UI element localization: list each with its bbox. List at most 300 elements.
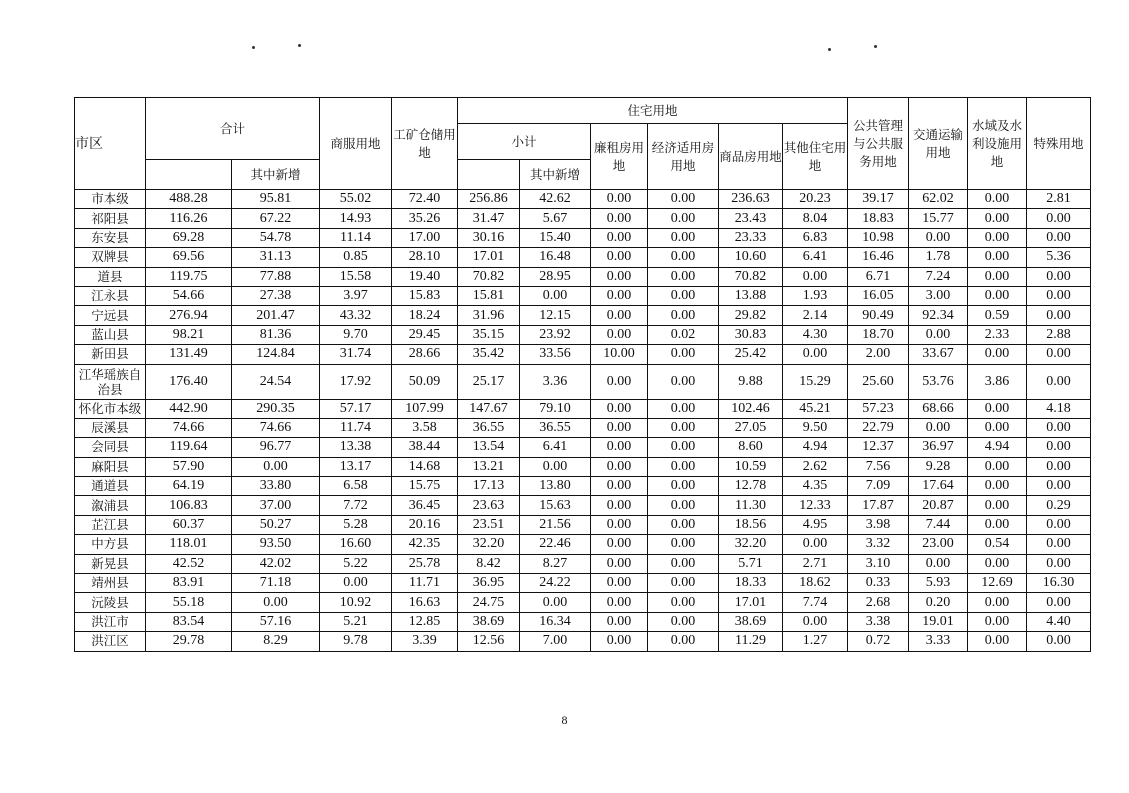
value-cell: 4.94 — [783, 438, 848, 457]
value-cell: 290.35 — [232, 399, 320, 418]
value-cell: 116.26 — [146, 209, 232, 228]
district-name-cell: 新田县 — [75, 345, 146, 364]
district-name-cell: 洪江市 — [75, 612, 146, 631]
value-cell: 83.91 — [146, 574, 232, 593]
value-cell: 95.81 — [232, 190, 320, 209]
value-cell: 0.00 — [591, 325, 648, 344]
value-cell: 98.21 — [146, 325, 232, 344]
value-cell: 0.00 — [968, 228, 1027, 247]
value-cell: 0.00 — [783, 612, 848, 631]
value-cell: 81.36 — [232, 325, 320, 344]
value-cell: 4.30 — [783, 325, 848, 344]
district-name-cell: 中方县 — [75, 535, 146, 554]
value-cell: 83.54 — [146, 612, 232, 631]
value-cell: 0.00 — [1027, 228, 1091, 247]
value-cell: 10.60 — [719, 248, 783, 267]
value-cell: 0.00 — [591, 399, 648, 418]
value-cell: 442.90 — [146, 399, 232, 418]
value-cell: 10.00 — [591, 345, 648, 364]
value-cell: 0.29 — [1027, 496, 1091, 515]
value-cell: 0.00 — [648, 267, 719, 286]
value-cell: 0.54 — [968, 535, 1027, 554]
value-cell: 2.62 — [783, 457, 848, 476]
value-cell: 45.21 — [783, 399, 848, 418]
district-name-cell: 沅陵县 — [75, 593, 146, 612]
table-row — [75, 535, 1091, 554]
value-cell: 3.32 — [848, 535, 909, 554]
value-cell: 5.71 — [719, 554, 783, 573]
value-cell: 25.17 — [458, 364, 520, 399]
header-total: 合计 — [146, 98, 320, 160]
value-cell: 33.67 — [909, 345, 968, 364]
value-cell: 43.32 — [320, 306, 392, 325]
value-cell: 0.00 — [968, 632, 1027, 651]
value-cell: 9.88 — [719, 364, 783, 399]
value-cell: 71.18 — [232, 574, 320, 593]
header-special: 特殊用地 — [1027, 98, 1091, 190]
header-commodity: 商品房用地 — [719, 124, 783, 190]
value-cell: 17.00 — [392, 228, 458, 247]
header-total-new: 其中新增 — [232, 160, 320, 190]
value-cell: 13.80 — [520, 477, 591, 496]
district-name-cell: 洪江区 — [75, 632, 146, 651]
value-cell: 4.40 — [1027, 612, 1091, 631]
table-row — [75, 345, 1091, 364]
value-cell: 0.00 — [520, 286, 591, 305]
value-cell: 36.55 — [520, 418, 591, 437]
value-cell: 36.95 — [458, 574, 520, 593]
value-cell: 54.66 — [146, 286, 232, 305]
value-cell: 0.00 — [968, 209, 1027, 228]
value-cell: 10.92 — [320, 593, 392, 612]
value-cell: 0.00 — [591, 477, 648, 496]
value-cell: 29.45 — [392, 325, 458, 344]
value-cell: 0.00 — [909, 325, 968, 344]
district-name-cell: 辰溪县 — [75, 418, 146, 437]
value-cell: 16.30 — [1027, 574, 1091, 593]
value-cell: 15.40 — [520, 228, 591, 247]
value-cell: 2.00 — [848, 345, 909, 364]
value-cell: 0.00 — [968, 496, 1027, 515]
value-cell: 488.28 — [146, 190, 232, 209]
value-cell: 0.00 — [648, 574, 719, 593]
header-subtotal: 小计 — [458, 124, 591, 160]
value-cell: 0.00 — [968, 286, 1027, 305]
value-cell: 8.60 — [719, 438, 783, 457]
value-cell: 8.04 — [783, 209, 848, 228]
table-row — [75, 438, 1091, 457]
value-cell: 29.78 — [146, 632, 232, 651]
header-residential: 住宅用地 — [458, 98, 848, 124]
value-cell: 15.29 — [783, 364, 848, 399]
value-cell: 0.00 — [591, 286, 648, 305]
value-cell: 31.96 — [458, 306, 520, 325]
scan-speck — [828, 48, 831, 51]
value-cell: 17.01 — [458, 248, 520, 267]
district-name-cell: 新晃县 — [75, 554, 146, 573]
value-cell: 0.00 — [1027, 418, 1091, 437]
table-row — [75, 477, 1091, 496]
header-district: 市区 — [75, 98, 146, 190]
value-cell: 0.00 — [591, 306, 648, 325]
value-cell: 5.36 — [1027, 248, 1091, 267]
value-cell: 20.23 — [783, 190, 848, 209]
value-cell: 0.85 — [320, 248, 392, 267]
value-cell: 9.28 — [909, 457, 968, 476]
value-cell: 4.35 — [783, 477, 848, 496]
value-cell: 11.30 — [719, 496, 783, 515]
value-cell: 70.82 — [458, 267, 520, 286]
value-cell: 25.60 — [848, 364, 909, 399]
value-cell: 30.83 — [719, 325, 783, 344]
district-name-cell: 靖州县 — [75, 574, 146, 593]
value-cell: 0.00 — [591, 535, 648, 554]
value-cell: 10.98 — [848, 228, 909, 247]
value-cell: 27.05 — [719, 418, 783, 437]
value-cell: 236.63 — [719, 190, 783, 209]
value-cell: 21.56 — [520, 515, 591, 534]
value-cell: 14.68 — [392, 457, 458, 476]
value-cell: 16.63 — [392, 593, 458, 612]
value-cell: 15.63 — [520, 496, 591, 515]
value-cell: 55.18 — [146, 593, 232, 612]
header-affordable: 经济适用房用地 — [648, 124, 719, 190]
value-cell: 15.77 — [909, 209, 968, 228]
value-cell: 42.35 — [392, 535, 458, 554]
value-cell: 17.01 — [719, 593, 783, 612]
value-cell: 0.00 — [648, 286, 719, 305]
value-cell: 12.56 — [458, 632, 520, 651]
value-cell: 7.09 — [848, 477, 909, 496]
value-cell: 0.00 — [232, 457, 320, 476]
header-commercial: 商服用地 — [320, 98, 392, 190]
value-cell: 57.17 — [320, 399, 392, 418]
district-name-cell: 宁远县 — [75, 306, 146, 325]
value-cell: 0.00 — [591, 593, 648, 612]
value-cell: 24.22 — [520, 574, 591, 593]
value-cell: 2.14 — [783, 306, 848, 325]
value-cell: 18.24 — [392, 306, 458, 325]
value-cell: 67.22 — [232, 209, 320, 228]
value-cell: 0.00 — [968, 515, 1027, 534]
header-public: 公共管理与公共服务用地 — [848, 98, 909, 190]
value-cell: 0.00 — [968, 554, 1027, 573]
value-cell: 0.33 — [848, 574, 909, 593]
value-cell: 0.00 — [909, 554, 968, 573]
header-subtotal-new: 其中新增 — [520, 160, 591, 190]
value-cell: 276.94 — [146, 306, 232, 325]
table-row — [75, 593, 1091, 612]
value-cell: 0.00 — [648, 399, 719, 418]
value-cell: 77.88 — [232, 267, 320, 286]
district-name-cell: 双牌县 — [75, 248, 146, 267]
value-cell: 9.78 — [320, 632, 392, 651]
table-row — [75, 325, 1091, 344]
value-cell: 0.00 — [232, 593, 320, 612]
value-cell: 38.44 — [392, 438, 458, 457]
value-cell: 0.00 — [591, 438, 648, 457]
value-cell: 25.78 — [392, 554, 458, 573]
value-cell: 0.00 — [1027, 477, 1091, 496]
value-cell: 17.64 — [909, 477, 968, 496]
value-cell: 5.67 — [520, 209, 591, 228]
table-row — [75, 515, 1091, 534]
value-cell: 0.00 — [648, 612, 719, 631]
value-cell: 0.00 — [968, 477, 1027, 496]
value-cell: 11.29 — [719, 632, 783, 651]
value-cell: 25.42 — [719, 345, 783, 364]
value-cell: 57.16 — [232, 612, 320, 631]
value-cell: 106.83 — [146, 496, 232, 515]
value-cell: 18.33 — [719, 574, 783, 593]
scan-speck — [252, 46, 255, 49]
value-cell: 32.20 — [719, 535, 783, 554]
value-cell: 18.62 — [783, 574, 848, 593]
value-cell: 8.27 — [520, 554, 591, 573]
value-cell: 15.83 — [392, 286, 458, 305]
value-cell: 32.20 — [458, 535, 520, 554]
table-row — [75, 554, 1091, 573]
value-cell: 4.95 — [783, 515, 848, 534]
value-cell: 0.00 — [1027, 438, 1091, 457]
header-subtotal-amount — [458, 160, 520, 190]
value-cell: 18.56 — [719, 515, 783, 534]
value-cell: 22.46 — [520, 535, 591, 554]
value-cell: 0.00 — [648, 535, 719, 554]
value-cell: 33.80 — [232, 477, 320, 496]
value-cell: 36.45 — [392, 496, 458, 515]
header-other-residential: 其他住宅用地 — [783, 124, 848, 190]
value-cell: 2.71 — [783, 554, 848, 573]
scan-speck — [298, 44, 301, 47]
value-cell: 15.58 — [320, 267, 392, 286]
value-cell: 5.93 — [909, 574, 968, 593]
value-cell: 201.47 — [232, 306, 320, 325]
value-cell: 2.88 — [1027, 325, 1091, 344]
value-cell: 1.78 — [909, 248, 968, 267]
value-cell: 16.34 — [520, 612, 591, 631]
value-cell: 60.37 — [146, 515, 232, 534]
table-row — [75, 209, 1091, 228]
value-cell: 12.15 — [520, 306, 591, 325]
value-cell: 16.05 — [848, 286, 909, 305]
value-cell: 70.82 — [719, 267, 783, 286]
value-cell: 16.60 — [320, 535, 392, 554]
value-cell: 64.19 — [146, 477, 232, 496]
value-cell: 12.69 — [968, 574, 1027, 593]
value-cell: 13.54 — [458, 438, 520, 457]
value-cell: 124.84 — [232, 345, 320, 364]
value-cell: 0.00 — [968, 399, 1027, 418]
value-cell: 0.00 — [1027, 554, 1091, 573]
value-cell: 0.00 — [968, 248, 1027, 267]
value-cell: 12.85 — [392, 612, 458, 631]
value-cell: 12.78 — [719, 477, 783, 496]
value-cell: 42.62 — [520, 190, 591, 209]
value-cell: 36.55 — [458, 418, 520, 437]
value-cell: 0.00 — [648, 632, 719, 651]
value-cell: 92.34 — [909, 306, 968, 325]
value-cell: 10.59 — [719, 457, 783, 476]
value-cell: 37.00 — [232, 496, 320, 515]
value-cell: 7.24 — [909, 267, 968, 286]
value-cell: 50.27 — [232, 515, 320, 534]
value-cell: 13.88 — [719, 286, 783, 305]
value-cell: 0.00 — [968, 593, 1027, 612]
value-cell: 31.74 — [320, 345, 392, 364]
value-cell: 3.00 — [909, 286, 968, 305]
value-cell: 24.54 — [232, 364, 320, 399]
value-cell: 23.92 — [520, 325, 591, 344]
value-cell: 0.00 — [648, 345, 719, 364]
value-cell: 28.95 — [520, 267, 591, 286]
value-cell: 0.00 — [1027, 457, 1091, 476]
value-cell: 38.69 — [458, 612, 520, 631]
value-cell: 69.28 — [146, 228, 232, 247]
scan-speck — [874, 45, 877, 48]
value-cell: 0.00 — [968, 418, 1027, 437]
value-cell: 57.23 — [848, 399, 909, 418]
value-cell: 2.33 — [968, 325, 1027, 344]
value-cell: 15.75 — [392, 477, 458, 496]
value-cell: 5.28 — [320, 515, 392, 534]
value-cell: 0.00 — [648, 364, 719, 399]
value-cell: 0.20 — [909, 593, 968, 612]
district-name-cell: 麻阳县 — [75, 457, 146, 476]
header-industrial: 工矿仓储用地 — [392, 98, 458, 190]
value-cell: 0.00 — [648, 306, 719, 325]
value-cell: 0.00 — [968, 612, 1027, 631]
value-cell: 11.14 — [320, 228, 392, 247]
value-cell: 0.00 — [591, 418, 648, 437]
district-name-cell: 江永县 — [75, 286, 146, 305]
value-cell: 0.00 — [1027, 267, 1091, 286]
value-cell: 20.16 — [392, 515, 458, 534]
value-cell: 0.00 — [1027, 632, 1091, 651]
value-cell: 0.00 — [648, 209, 719, 228]
value-cell: 11.71 — [392, 574, 458, 593]
value-cell: 0.00 — [1027, 286, 1091, 305]
value-cell: 0.00 — [648, 438, 719, 457]
district-name-cell: 会同县 — [75, 438, 146, 457]
page-number: 8 — [561, 713, 568, 727]
table-body — [75, 190, 1091, 652]
value-cell: 0.00 — [1027, 364, 1091, 399]
value-cell: 3.38 — [848, 612, 909, 631]
value-cell: 102.46 — [719, 399, 783, 418]
value-cell: 119.75 — [146, 267, 232, 286]
value-cell: 2.81 — [1027, 190, 1091, 209]
value-cell: 57.90 — [146, 457, 232, 476]
value-cell: 0.00 — [648, 515, 719, 534]
header-lowrent: 廉租房用地 — [591, 124, 648, 190]
value-cell: 15.81 — [458, 286, 520, 305]
district-name-cell: 蓝山县 — [75, 325, 146, 344]
value-cell: 0.00 — [591, 457, 648, 476]
value-cell: 6.58 — [320, 477, 392, 496]
value-cell: 0.00 — [648, 190, 719, 209]
value-cell: 0.00 — [591, 248, 648, 267]
value-cell: 0.00 — [591, 267, 648, 286]
table-row — [75, 190, 1091, 209]
value-cell: 3.97 — [320, 286, 392, 305]
value-cell: 4.94 — [968, 438, 1027, 457]
district-name-cell: 芷江县 — [75, 515, 146, 534]
value-cell: 5.22 — [320, 554, 392, 573]
value-cell: 0.02 — [648, 325, 719, 344]
value-cell: 3.33 — [909, 632, 968, 651]
land-supply-table — [74, 97, 1091, 652]
value-cell: 69.56 — [146, 248, 232, 267]
value-cell: 0.00 — [968, 345, 1027, 364]
value-cell: 0.00 — [591, 554, 648, 573]
value-cell: 7.44 — [909, 515, 968, 534]
value-cell: 18.83 — [848, 209, 909, 228]
value-cell: 0.00 — [648, 228, 719, 247]
header-total-amount — [146, 160, 232, 190]
value-cell: 0.00 — [591, 190, 648, 209]
value-cell: 28.10 — [392, 248, 458, 267]
district-name-cell: 东安县 — [75, 228, 146, 247]
value-cell: 0.00 — [591, 612, 648, 631]
value-cell: 147.67 — [458, 399, 520, 418]
value-cell: 22.79 — [848, 418, 909, 437]
value-cell: 256.86 — [458, 190, 520, 209]
table-row — [75, 286, 1091, 305]
table-row — [75, 364, 1091, 399]
value-cell: 3.36 — [520, 364, 591, 399]
value-cell: 90.49 — [848, 306, 909, 325]
value-cell: 17.87 — [848, 496, 909, 515]
value-cell: 27.38 — [232, 286, 320, 305]
value-cell: 3.58 — [392, 418, 458, 437]
value-cell: 107.99 — [392, 399, 458, 418]
value-cell: 0.00 — [1027, 345, 1091, 364]
value-cell: 0.00 — [591, 515, 648, 534]
value-cell: 3.39 — [392, 632, 458, 651]
value-cell: 53.76 — [909, 364, 968, 399]
value-cell: 3.98 — [848, 515, 909, 534]
value-cell: 11.74 — [320, 418, 392, 437]
value-cell: 19.01 — [909, 612, 968, 631]
value-cell: 55.02 — [320, 190, 392, 209]
value-cell: 30.16 — [458, 228, 520, 247]
value-cell: 1.93 — [783, 286, 848, 305]
value-cell: 28.66 — [392, 345, 458, 364]
value-cell: 42.02 — [232, 554, 320, 573]
header-transport: 交通运输用地 — [909, 98, 968, 190]
value-cell: 7.72 — [320, 496, 392, 515]
value-cell: 7.56 — [848, 457, 909, 476]
table-row — [75, 496, 1091, 515]
table-row — [75, 248, 1091, 267]
table-header — [75, 98, 1091, 190]
value-cell: 16.48 — [520, 248, 591, 267]
value-cell: 35.26 — [392, 209, 458, 228]
value-cell: 0.00 — [648, 554, 719, 573]
value-cell: 1.27 — [783, 632, 848, 651]
value-cell: 0.00 — [1027, 306, 1091, 325]
value-cell: 0.00 — [909, 418, 968, 437]
value-cell: 0.00 — [1027, 593, 1091, 612]
table-row — [75, 457, 1091, 476]
value-cell: 23.43 — [719, 209, 783, 228]
district-name-cell: 祁阳县 — [75, 209, 146, 228]
value-cell: 35.42 — [458, 345, 520, 364]
value-cell: 68.66 — [909, 399, 968, 418]
value-cell: 13.17 — [320, 457, 392, 476]
value-cell: 42.52 — [146, 554, 232, 573]
